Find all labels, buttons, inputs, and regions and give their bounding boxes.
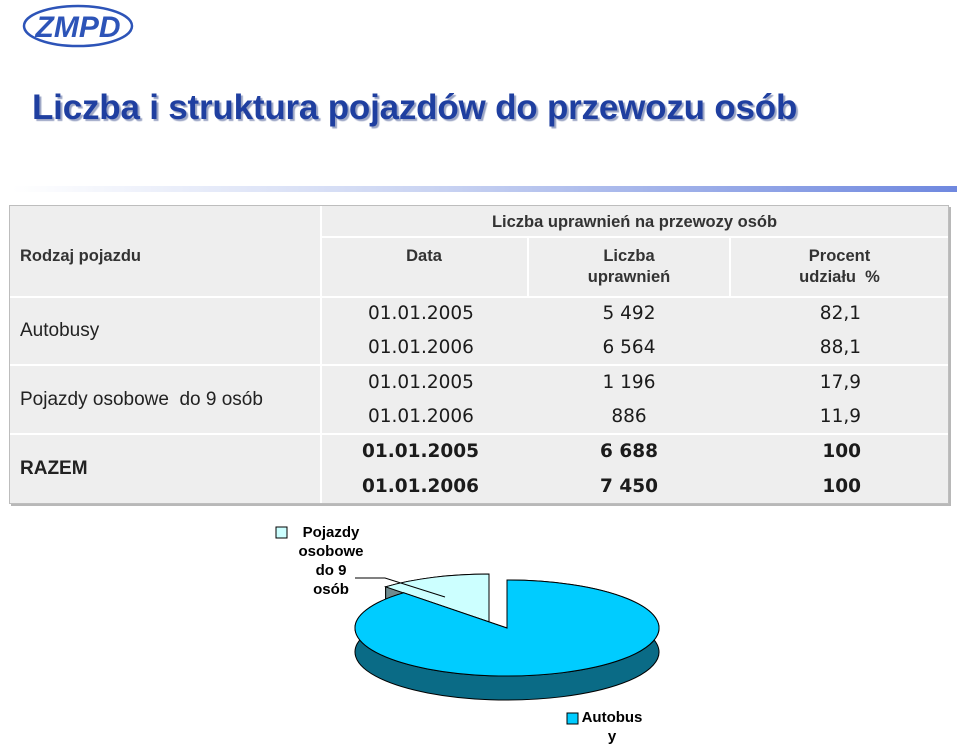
cell-count: 7 450	[600, 476, 658, 497]
cell-date: 01.01.2005	[362, 441, 480, 462]
cell-date: 01.01.2006	[368, 406, 474, 427]
cell-count: 1 196	[602, 372, 656, 393]
pie-label-line: y	[607, 728, 617, 745]
legend-swatch-1	[276, 527, 287, 538]
pie-label-line: osób	[313, 581, 349, 598]
pie-label-line: do 9	[315, 562, 347, 579]
cell-count: 6 564	[602, 337, 656, 358]
header-count-line2: uprawnień	[587, 268, 671, 286]
pie-label-line: Pojazdy	[302, 524, 360, 541]
row-label-autobusy: Autobusy	[20, 320, 100, 341]
header-count-line1: Liczba	[603, 247, 655, 265]
cell-count: 886	[611, 406, 647, 427]
cell-percent: 100	[822, 441, 861, 462]
cell-percent: 88,1	[819, 337, 861, 358]
cell-percent: 11,9	[819, 406, 861, 427]
pie-slice-0	[355, 580, 659, 676]
pie-label-line: Autobus	[581, 709, 643, 726]
cell-count: 5 492	[602, 303, 656, 324]
row-label-razem: RAZEM	[20, 458, 88, 479]
row-label-pojazdy-osobowe: Pojazdy osobowe do 9 osób	[20, 389, 263, 410]
group-header: Liczba uprawnień na przewozy osób	[491, 213, 778, 231]
header-pct-line1: Procent	[808, 247, 871, 265]
cell-date: 01.01.2006	[368, 337, 474, 358]
cell-date: 01.01.2005	[368, 372, 474, 393]
pie-label-line: osobowe	[298, 543, 364, 560]
header-vehicle-type: Rodzaj pojazdu	[20, 247, 141, 265]
header-pct-line2: udziału %	[799, 268, 880, 286]
cell-count: 6 688	[600, 441, 658, 462]
cell-date: 01.01.2006	[362, 476, 480, 497]
cell-percent: 82,1	[819, 303, 861, 324]
header-date: Data	[406, 247, 442, 265]
cell-date: 01.01.2005	[368, 303, 474, 324]
page-title: Liczba i struktura pojazdów do przewozu osób	[32, 88, 798, 127]
cell-percent: 17,9	[819, 372, 861, 393]
cell-percent: 100	[822, 476, 861, 497]
logo-text: ZMPD	[35, 11, 121, 44]
legend-swatch-0	[567, 713, 578, 724]
